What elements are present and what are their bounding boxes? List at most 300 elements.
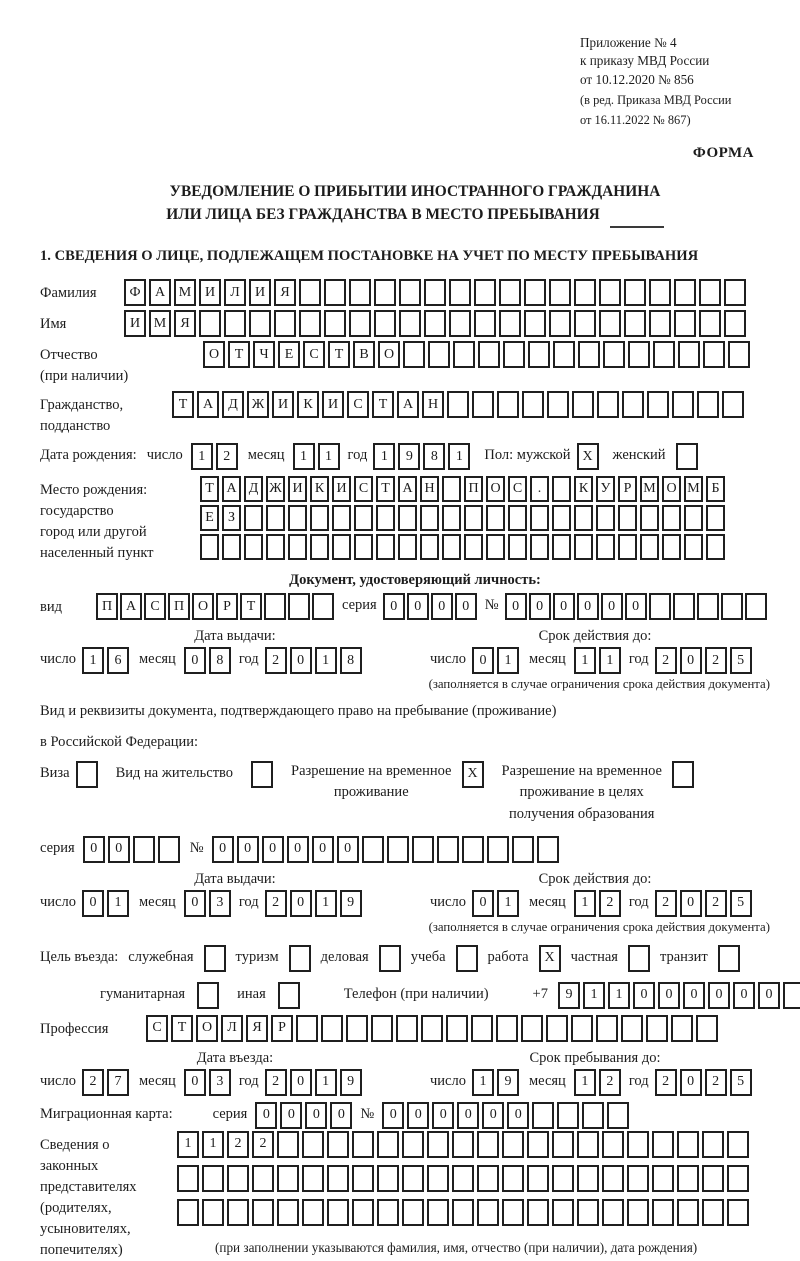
char-cell[interactable]: 0 (733, 982, 755, 1009)
char-cell[interactable] (222, 534, 241, 560)
char-cell[interactable] (452, 1131, 474, 1158)
char-cell[interactable]: 0 (382, 1102, 404, 1129)
char-cell[interactable]: Ж (247, 391, 269, 418)
char-cell[interactable] (699, 310, 721, 337)
char-cell[interactable]: С (508, 476, 527, 502)
char-cell[interactable] (699, 279, 721, 306)
migration-series-cells[interactable] (255, 1102, 352, 1129)
char-cell[interactable] (607, 1102, 629, 1129)
char-cell[interactable]: 2 (705, 1069, 727, 1096)
char-cell[interactable] (512, 836, 534, 863)
char-cell[interactable] (377, 1199, 399, 1226)
char-cell[interactable] (537, 836, 559, 863)
char-cell[interactable]: 0 (312, 836, 334, 863)
char-cell[interactable] (302, 1165, 324, 1192)
char-cell[interactable]: 2 (265, 890, 287, 917)
char-cell[interactable] (399, 310, 421, 337)
char-cell[interactable] (602, 1199, 624, 1226)
purpose-private-checkbox[interactable] (628, 945, 650, 972)
char-cell[interactable]: 1 (497, 890, 519, 917)
char-cell[interactable] (427, 1199, 449, 1226)
char-cell[interactable]: 8 (209, 647, 231, 674)
char-cell[interactable] (310, 534, 329, 560)
char-cell[interactable] (288, 505, 307, 531)
char-cell[interactable] (177, 1199, 199, 1226)
sex-female-checkbox[interactable] (676, 443, 698, 470)
char-cell[interactable]: 0 (708, 982, 730, 1009)
char-cell[interactable] (299, 310, 321, 337)
char-cell[interactable] (718, 945, 740, 972)
char-cell[interactable]: 1 (177, 1131, 199, 1158)
char-cell[interactable] (549, 310, 571, 337)
char-cell[interactable]: М (640, 476, 659, 502)
char-cell[interactable] (324, 310, 346, 337)
char-cell[interactable]: 0 (431, 593, 453, 620)
char-cell[interactable]: Я (174, 310, 196, 337)
char-cell[interactable] (471, 1015, 493, 1042)
char-cell[interactable] (673, 593, 695, 620)
char-cell[interactable] (327, 1199, 349, 1226)
char-cell[interactable] (442, 505, 461, 531)
char-cell[interactable] (628, 341, 650, 368)
char-cell[interactable] (574, 505, 593, 531)
residence-issue-month-cells[interactable] (184, 890, 231, 917)
char-cell[interactable] (354, 505, 373, 531)
char-cell[interactable] (677, 1165, 699, 1192)
char-cell[interactable]: X (539, 945, 561, 972)
char-cell[interactable] (577, 1199, 599, 1226)
char-cell[interactable] (332, 505, 351, 531)
char-cell[interactable] (76, 761, 98, 788)
char-cell[interactable]: М (684, 476, 703, 502)
char-cell[interactable] (288, 534, 307, 560)
char-cell[interactable] (671, 1015, 693, 1042)
residence-issue-year-cells[interactable] (265, 890, 362, 917)
char-cell[interactable] (296, 1015, 318, 1042)
char-cell[interactable]: Т (228, 341, 250, 368)
char-cell[interactable] (456, 945, 478, 972)
char-cell[interactable]: О (662, 476, 681, 502)
char-cell[interactable] (376, 534, 395, 560)
purpose-official-checkbox[interactable] (204, 945, 226, 972)
birth-place-cells-row1[interactable] (200, 476, 725, 502)
char-cell[interactable]: 0 (505, 593, 527, 620)
char-cell[interactable] (552, 1199, 574, 1226)
char-cell[interactable] (703, 341, 725, 368)
char-cell[interactable]: А (398, 476, 417, 502)
char-cell[interactable] (158, 836, 180, 863)
char-cell[interactable] (652, 1165, 674, 1192)
char-cell[interactable] (783, 982, 800, 1009)
char-cell[interactable] (672, 761, 694, 788)
char-cell[interactable] (553, 341, 575, 368)
char-cell[interactable]: 1 (574, 647, 596, 674)
char-cell[interactable] (532, 1102, 554, 1129)
char-cell[interactable]: 1 (82, 647, 104, 674)
char-cell[interactable]: Т (172, 391, 194, 418)
char-cell[interactable] (264, 593, 286, 620)
char-cell[interactable] (352, 1131, 374, 1158)
char-cell[interactable] (277, 1165, 299, 1192)
char-cell[interactable]: 2 (705, 647, 727, 674)
char-cell[interactable] (427, 1131, 449, 1158)
char-cell[interactable] (653, 341, 675, 368)
stay-month-cells[interactable] (574, 1069, 621, 1096)
char-cell[interactable] (572, 391, 594, 418)
char-cell[interactable]: 0 (601, 593, 623, 620)
char-cell[interactable] (552, 534, 571, 560)
stay-day-cells[interactable] (472, 1069, 519, 1096)
char-cell[interactable] (678, 341, 700, 368)
char-cell[interactable] (724, 310, 746, 337)
id-doc-number-cells[interactable] (505, 593, 767, 620)
char-cell[interactable]: 3 (209, 890, 231, 917)
char-cell[interactable] (252, 1199, 274, 1226)
char-cell[interactable]: У (596, 476, 615, 502)
issue-month-cells[interactable] (184, 647, 231, 674)
char-cell[interactable]: И (332, 476, 351, 502)
char-cell[interactable]: 1 (574, 1069, 596, 1096)
char-cell[interactable] (453, 341, 475, 368)
char-cell[interactable] (624, 279, 646, 306)
phone-cells[interactable] (558, 982, 800, 1009)
char-cell[interactable]: 0 (455, 593, 477, 620)
rvp-checkbox[interactable] (462, 761, 484, 788)
char-cell[interactable]: Ж (266, 476, 285, 502)
char-cell[interactable]: А (197, 391, 219, 418)
char-cell[interactable]: С (347, 391, 369, 418)
char-cell[interactable]: 1 (315, 647, 337, 674)
char-cell[interactable]: Ч (253, 341, 275, 368)
char-cell[interactable] (627, 1165, 649, 1192)
char-cell[interactable] (597, 391, 619, 418)
char-cell[interactable]: 1 (599, 647, 621, 674)
char-cell[interactable] (530, 534, 549, 560)
char-cell[interactable] (647, 391, 669, 418)
char-cell[interactable] (640, 505, 659, 531)
char-cell[interactable]: Л (221, 1015, 243, 1042)
char-cell[interactable] (387, 836, 409, 863)
char-cell[interactable] (552, 505, 571, 531)
char-cell[interactable]: 9 (558, 982, 580, 1009)
char-cell[interactable]: О (203, 341, 225, 368)
char-cell[interactable] (552, 1165, 574, 1192)
char-cell[interactable] (684, 534, 703, 560)
char-cell[interactable]: Е (278, 341, 300, 368)
char-cell[interactable] (472, 391, 494, 418)
char-cell[interactable] (464, 505, 483, 531)
purpose-transit-checkbox[interactable] (718, 945, 740, 972)
char-cell[interactable] (524, 279, 546, 306)
char-cell[interactable]: 2 (252, 1131, 274, 1158)
char-cell[interactable]: 0 (680, 647, 702, 674)
char-cell[interactable]: 0 (482, 1102, 504, 1129)
char-cell[interactable] (618, 534, 637, 560)
char-cell[interactable] (724, 279, 746, 306)
char-cell[interactable]: М (149, 310, 171, 337)
char-cell[interactable]: 0 (290, 647, 312, 674)
char-cell[interactable] (521, 1015, 543, 1042)
char-cell[interactable]: Р (216, 593, 238, 620)
char-cell[interactable] (574, 534, 593, 560)
char-cell[interactable] (374, 279, 396, 306)
char-cell[interactable] (354, 534, 373, 560)
char-cell[interactable] (204, 945, 226, 972)
char-cell[interactable]: В (353, 341, 375, 368)
char-cell[interactable]: Р (618, 476, 637, 502)
citizenship-cells[interactable] (172, 391, 744, 418)
char-cell[interactable]: 9 (340, 1069, 362, 1096)
char-cell[interactable] (478, 341, 500, 368)
char-cell[interactable] (722, 391, 744, 418)
char-cell[interactable]: 0 (290, 1069, 312, 1096)
char-cell[interactable]: 0 (472, 647, 494, 674)
char-cell[interactable]: 1 (373, 443, 395, 470)
char-cell[interactable]: Л (224, 279, 246, 306)
char-cell[interactable] (652, 1199, 674, 1226)
char-cell[interactable] (371, 1015, 393, 1042)
char-cell[interactable] (227, 1199, 249, 1226)
char-cell[interactable] (727, 1199, 749, 1226)
char-cell[interactable] (374, 310, 396, 337)
char-cell[interactable]: К (574, 476, 593, 502)
char-cell[interactable] (312, 593, 334, 620)
char-cell[interactable] (327, 1165, 349, 1192)
char-cell[interactable]: 0 (287, 836, 309, 863)
birth-place-cells-row2[interactable] (200, 505, 725, 531)
char-cell[interactable]: 2 (227, 1131, 249, 1158)
char-cell[interactable] (621, 1015, 643, 1042)
residence-valid-month-cells[interactable] (574, 890, 621, 917)
char-cell[interactable] (745, 593, 767, 620)
char-cell[interactable]: 0 (305, 1102, 327, 1129)
char-cell[interactable] (424, 310, 446, 337)
char-cell[interactable]: 0 (184, 890, 206, 917)
char-cell[interactable]: 0 (553, 593, 575, 620)
char-cell[interactable]: 1 (448, 443, 470, 470)
entry-day-cells[interactable] (82, 1069, 129, 1096)
char-cell[interactable]: 5 (730, 1069, 752, 1096)
stay-year-cells[interactable] (655, 1069, 752, 1096)
char-cell[interactable]: X (462, 761, 484, 788)
char-cell[interactable] (602, 1165, 624, 1192)
char-cell[interactable] (398, 505, 417, 531)
char-cell[interactable] (379, 945, 401, 972)
char-cell[interactable] (502, 1199, 524, 1226)
char-cell[interactable] (266, 505, 285, 531)
sex-male-checkbox[interactable] (577, 443, 599, 470)
char-cell[interactable]: 8 (340, 647, 362, 674)
char-cell[interactable]: 0 (82, 890, 104, 917)
char-cell[interactable] (599, 279, 621, 306)
char-cell[interactable] (227, 1165, 249, 1192)
char-cell[interactable]: 0 (407, 593, 429, 620)
rvpo-checkbox[interactable] (672, 761, 694, 788)
char-cell[interactable]: О (486, 476, 505, 502)
valid-day-cells[interactable] (472, 647, 519, 674)
char-cell[interactable]: 1 (608, 982, 630, 1009)
char-cell[interactable]: 2 (265, 647, 287, 674)
char-cell[interactable] (437, 836, 459, 863)
char-cell[interactable] (646, 1015, 668, 1042)
char-cell[interactable] (412, 836, 434, 863)
char-cell[interactable] (527, 1199, 549, 1226)
char-cell[interactable]: 1 (107, 890, 129, 917)
char-cell[interactable]: С (354, 476, 373, 502)
char-cell[interactable]: 9 (497, 1069, 519, 1096)
char-cell[interactable]: 0 (472, 890, 494, 917)
char-cell[interactable] (552, 476, 571, 502)
entry-year-cells[interactable] (265, 1069, 362, 1096)
char-cell[interactable] (197, 982, 219, 1009)
char-cell[interactable]: К (310, 476, 329, 502)
char-cell[interactable] (599, 310, 621, 337)
char-cell[interactable]: Н (420, 476, 439, 502)
char-cell[interactable] (486, 534, 505, 560)
representatives-cells-row3[interactable] (177, 1199, 749, 1226)
char-cell[interactable] (552, 1131, 574, 1158)
residence-series-cells[interactable] (83, 836, 180, 863)
char-cell[interactable] (527, 1165, 549, 1192)
char-cell[interactable] (200, 534, 219, 560)
char-cell[interactable]: Т (372, 391, 394, 418)
char-cell[interactable] (442, 534, 461, 560)
char-cell[interactable] (702, 1131, 724, 1158)
char-cell[interactable] (497, 391, 519, 418)
valid-month-cells[interactable] (574, 647, 621, 674)
char-cell[interactable] (420, 505, 439, 531)
char-cell[interactable] (702, 1165, 724, 1192)
char-cell[interactable]: С (146, 1015, 168, 1042)
char-cell[interactable] (427, 1165, 449, 1192)
char-cell[interactable]: 1 (202, 1131, 224, 1158)
char-cell[interactable]: 2 (655, 647, 677, 674)
char-cell[interactable] (528, 341, 550, 368)
visa-checkbox[interactable] (76, 761, 98, 788)
char-cell[interactable] (278, 982, 300, 1009)
char-cell[interactable] (252, 1165, 274, 1192)
residence-valid-day-cells[interactable] (472, 890, 519, 917)
char-cell[interactable] (627, 1131, 649, 1158)
char-cell[interactable]: 1 (472, 1069, 494, 1096)
purpose-work-checkbox[interactable] (539, 945, 561, 972)
char-cell[interactable]: Я (246, 1015, 268, 1042)
char-cell[interactable] (577, 1131, 599, 1158)
char-cell[interactable]: 0 (290, 890, 312, 917)
char-cell[interactable] (596, 534, 615, 560)
char-cell[interactable] (522, 391, 544, 418)
char-cell[interactable]: 0 (83, 836, 105, 863)
char-cell[interactable]: Т (200, 476, 219, 502)
char-cell[interactable]: 0 (212, 836, 234, 863)
issue-year-cells[interactable] (265, 647, 362, 674)
char-cell[interactable] (477, 1165, 499, 1192)
char-cell[interactable]: Р (271, 1015, 293, 1042)
char-cell[interactable] (727, 1165, 749, 1192)
char-cell[interactable] (574, 279, 596, 306)
id-doc-kind-cells[interactable] (96, 593, 334, 620)
char-cell[interactable] (452, 1165, 474, 1192)
char-cell[interactable] (277, 1131, 299, 1158)
char-cell[interactable] (244, 505, 263, 531)
char-cell[interactable] (421, 1015, 443, 1042)
char-cell[interactable] (402, 1131, 424, 1158)
char-cell[interactable] (199, 310, 221, 337)
char-cell[interactable] (362, 836, 384, 863)
char-cell[interactable] (677, 1131, 699, 1158)
purpose-business-checkbox[interactable] (379, 945, 401, 972)
char-cell[interactable]: П (168, 593, 190, 620)
char-cell[interactable] (628, 945, 650, 972)
surname-cells[interactable] (124, 279, 746, 306)
char-cell[interactable]: Я (274, 279, 296, 306)
char-cell[interactable] (499, 310, 521, 337)
char-cell[interactable] (402, 1199, 424, 1226)
char-cell[interactable]: . (530, 476, 549, 502)
char-cell[interactable]: 2 (599, 890, 621, 917)
char-cell[interactable] (596, 1015, 618, 1042)
char-cell[interactable]: 0 (432, 1102, 454, 1129)
char-cell[interactable]: 1 (318, 443, 340, 470)
char-cell[interactable]: 0 (577, 593, 599, 620)
char-cell[interactable] (449, 310, 471, 337)
char-cell[interactable]: 1 (293, 443, 315, 470)
residence-valid-year-cells[interactable] (655, 890, 752, 917)
char-cell[interactable]: 0 (625, 593, 647, 620)
profession-cells[interactable] (146, 1015, 718, 1042)
char-cell[interactable] (302, 1199, 324, 1226)
char-cell[interactable] (376, 505, 395, 531)
char-cell[interactable]: А (222, 476, 241, 502)
char-cell[interactable] (557, 1102, 579, 1129)
char-cell[interactable]: З (222, 505, 241, 531)
char-cell[interactable]: 2 (265, 1069, 287, 1096)
char-cell[interactable] (602, 1131, 624, 1158)
char-cell[interactable] (696, 1015, 718, 1042)
char-cell[interactable] (274, 310, 296, 337)
char-cell[interactable]: Д (222, 391, 244, 418)
char-cell[interactable] (288, 593, 310, 620)
char-cell[interactable]: И (272, 391, 294, 418)
char-cell[interactable] (202, 1165, 224, 1192)
notification-number-blank[interactable] (610, 203, 664, 228)
char-cell[interactable]: Т (376, 476, 395, 502)
char-cell[interactable]: Н (422, 391, 444, 418)
representatives-cells-row2[interactable] (177, 1165, 749, 1192)
char-cell[interactable]: И (249, 279, 271, 306)
char-cell[interactable]: 5 (730, 890, 752, 917)
char-cell[interactable]: 0 (680, 1069, 702, 1096)
char-cell[interactable] (399, 279, 421, 306)
char-cell[interactable]: X (577, 443, 599, 470)
residence-issue-day-cells[interactable] (82, 890, 129, 917)
char-cell[interactable] (662, 505, 681, 531)
char-cell[interactable] (674, 279, 696, 306)
char-cell[interactable] (702, 1199, 724, 1226)
char-cell[interactable] (420, 534, 439, 560)
char-cell[interactable] (474, 279, 496, 306)
char-cell[interactable] (502, 1131, 524, 1158)
char-cell[interactable] (428, 341, 450, 368)
id-doc-series-cells[interactable] (383, 593, 477, 620)
char-cell[interactable]: О (196, 1015, 218, 1042)
char-cell[interactable]: 2 (655, 890, 677, 917)
char-cell[interactable]: С (144, 593, 166, 620)
char-cell[interactable]: О (378, 341, 400, 368)
char-cell[interactable]: Е (200, 505, 219, 531)
char-cell[interactable] (697, 593, 719, 620)
char-cell[interactable]: 1 (583, 982, 605, 1009)
